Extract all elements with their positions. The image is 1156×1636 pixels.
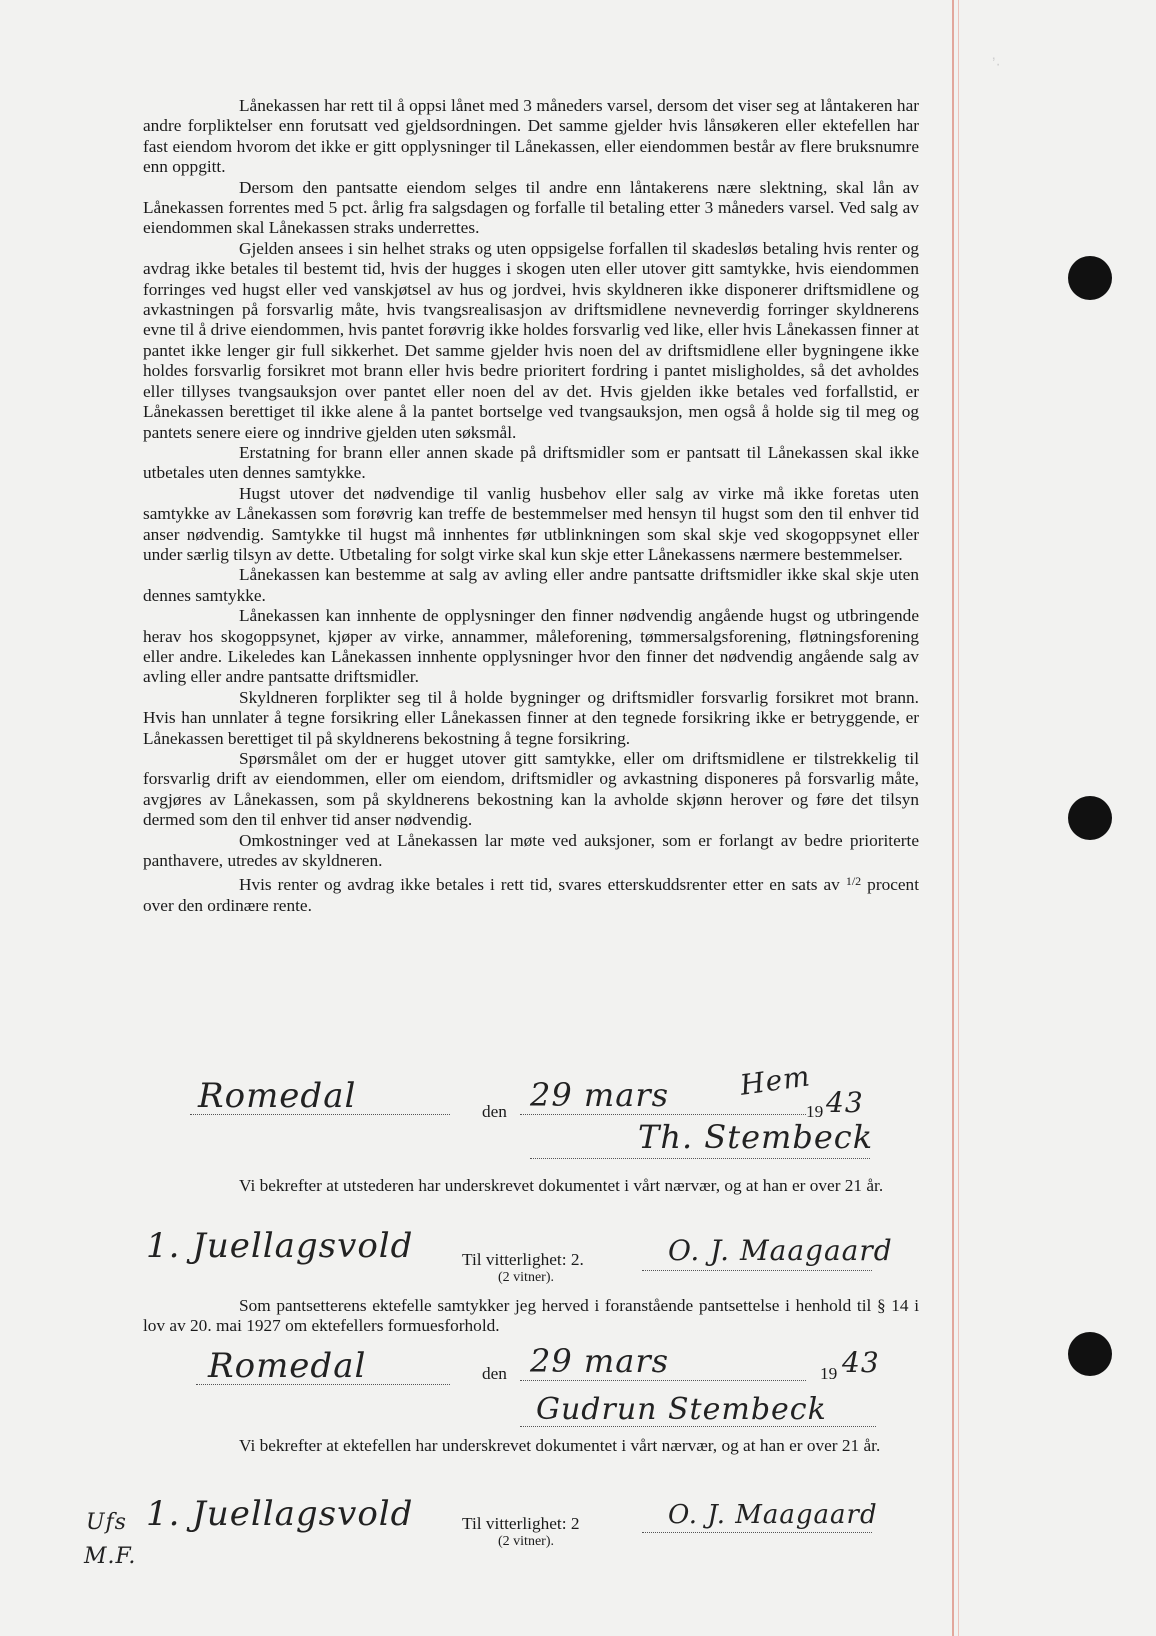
margin-rule: [952, 0, 954, 1636]
date-line: [520, 1380, 806, 1381]
paragraph: Dersom den pantsatte eiendom selges til andre enn låntakerens nære slektning, skal lån av Lånekassen forrentes med 5 pct. årlig fra salgsdagen og forfalle til betaling etter 3 måneders varsel. Ved salg av eiendommen skal Lånekassen straks underrettes.: [143, 177, 919, 238]
attest-statement-2: [143, 1436, 919, 1456]
paragraph: Erstatning for brann eller annen skade på driftsmidler som er pantsatt til Lånekassen skal ikke utbetales uten dennes samtykke.: [143, 442, 919, 483]
date-handwritten: 29 mars: [530, 1342, 670, 1380]
spouse-signature: Gudrun Stembeck: [536, 1392, 827, 1427]
year-handwritten: 43: [826, 1086, 864, 1119]
year-handwritten: 43: [842, 1346, 880, 1379]
den-label: den: [482, 1364, 507, 1383]
paragraph: Lånekassen kan innhente de opplysninger den finner nødvendig angående hugst og utbringende herav hos skogoppsynet, kjøper av virke, annammer, måleforening, tømmersalgsforening, fløtningsforening eller andre. Likeledes kan Lånekassen innhente opplysninger hvor den finner det nødvendig angående salg av avling eller andre pantsatte driftsmidler.: [143, 606, 919, 687]
den-label: den: [482, 1102, 507, 1121]
witness-2-line: [642, 1270, 872, 1271]
interest-clause: [143, 871, 919, 916]
paragraph: Skyldneren forplikter seg til å holde bygninger og driftsmidler forsvarlig forsikret mot brann. Hvis han unnlater å tegne forsikring eller Lånekassen finner at den tegnede forsikring ikke er betryggende, er Lånekassen berettiget til på skyldnerens bekostning å tegne forsikring.: [143, 687, 919, 748]
paragraph: Spørsmålet om der er hugget utover gitt samtykke, eller om driftsmidlene er tilstrekkelig til forsvarlig drift av eiendommen, eller om eiendom, driftsmidler og avkastning disponeres på forsvarlig måte, avgjøres av Lånekassen, som på skyldnerens bekostning kan la avholde skjønn herover og føre det tilsyn dermed som den til enhver tid anser nødvendig.: [143, 749, 919, 830]
year-prefix: 19: [820, 1364, 838, 1383]
witness-2-signature: O. J. Maagaard: [668, 1234, 893, 1267]
fraction: 1/2: [845, 874, 862, 889]
margin-rule-inner: [958, 0, 959, 1636]
punch-hole-middle: [1068, 796, 1112, 840]
margin-note: M.F.: [84, 1544, 137, 1569]
witness-count: (2 vitner).: [498, 1270, 554, 1285]
spouse-consent: [143, 1296, 919, 1337]
year-prefix: 19: [806, 1102, 824, 1121]
witness-2-signature: O. J. Maagaard: [668, 1500, 878, 1530]
attest-text: Vi bekrefter at utstederen har underskrevet dokumentet i vårt nærvær, og at han er over 21 år.: [239, 1176, 884, 1195]
date-line: [520, 1114, 806, 1115]
punch-hole-bottom: [1068, 1332, 1112, 1376]
margin-note: Ufs: [86, 1510, 127, 1535]
loan-terms-text: [143, 96, 919, 916]
attest-statement-1: [143, 1176, 919, 1196]
corner-mark: ʼ·: [992, 56, 1001, 73]
attest-text: Vi bekrefter at ektefellen har underskrevet dokumentet i vårt nærvær, og at han er over 21 år.: [239, 1436, 881, 1455]
paragraph: Lånekassen kan bestemme at salg av avling eller andre pantsatte driftsmidler ikke skal skje uten dennes samtykke.: [143, 565, 919, 605]
signature-line: [520, 1426, 876, 1427]
punch-hole-top: [1068, 256, 1112, 300]
interest-text: Hvis renter og avdrag ikke betales i rett tid, svares etterskuddsrenter etter en sats av: [239, 875, 846, 895]
place-handwritten: Romedal: [208, 1346, 367, 1386]
place-line: [196, 1384, 450, 1385]
witness-count: (2 vitner).: [498, 1534, 554, 1549]
consent-text: Som pantsetterens ektefelle samtykker jeg herved i foranstående pantsettelse i henhold til § 14 i lov av 20. mai 1927 om ektefellers formuesforhold.: [143, 1296, 919, 1336]
place-line: [190, 1114, 450, 1115]
witness-1-signature: 1. Juellagsvold: [146, 1494, 414, 1534]
paragraph: Lånekassen har rett til å oppsi lånet med 3 måneders varsel, dersom det viser seg at låntakeren har andre forpliktelser enn forutsatt ved gjeldsordningen. Det samme gjelder hvis lånsøkeren eller ektefellen har fast eiendom hvorom det ikke er gitt opplysninger til Lånekassen, eller eiendommen består av flere bruksnumre enn oppgitt.: [143, 96, 919, 177]
place-handwritten: Romedal: [198, 1076, 357, 1116]
witness-2-line: [642, 1532, 872, 1533]
date-handwritten: 29 mars: [530, 1076, 670, 1114]
paragraph: Gjelden ansees i sin helhet straks og uten oppsigelse forfallen til skadesløs betaling hvis renter og avdrag ikke betales til bestemt tid, hvis der hugges i skogen uten eller utover gitt samtykke, hvis eiendommen forringes ved hugst eller ved vanskjøtsel av hus og jordvei, hvis skyldneren ikke disponerer driftsmidlene og avkastningen på forsvarlig måte, hvis tvangsrealisasjon av driftsmidlene nevneverdig forringer skyldnerens evne til å drive eiendommen, hvis pantet forøvrig ikke holdes forsvarlig ved like, eller hvis Lånekassen finner at pantet ikke lenger gir full sikkerhet. Det samme gjelder hvis noen del av driftsmidlene eller bygningene ikke holdes forsvarlig forsikret mot brann eller hvis bedre prioritert fordring i pantet misligholdes, så det avholdes eller tillyses tvangsauksjon over pantet eller noen del av det. Hvis gjelden ikke betales ved forfallstid, er Lånekassen berettiget til ikke alene å la pantet bortselge ved tvangsauksjon, men også å holde sig til meg og pantets senere eiere og inndrive gjelden uten søksmål.: [143, 238, 919, 442]
signature-line: [530, 1158, 870, 1159]
witness-label: Til vitterlighet: 2: [462, 1514, 580, 1533]
initials-handwritten: Hem: [738, 1059, 813, 1102]
paragraph: Omkostninger ved at Lånekassen lar møte ved auksjoner, som er forlangt av bedre prioriterte panthavere, utredes av skyldneren.: [143, 830, 919, 871]
witness-label: Til vitterlighet: 2.: [462, 1250, 584, 1269]
witness-1-signature: 1. Juellagsvold: [146, 1226, 414, 1266]
interest-text-end: procent over den ordinære rente.: [143, 875, 919, 915]
paragraph: Hugst utover det nødvendige til vanlig husbehov eller salg av virke må ikke foretas uten samtykke av Lånekassen som forøvrig kan treffe de bestemmelser med hensyn til hugst som den til enhver tid anser nødvendig. Samtykke til hugst må innhentes før utblinkningen som skal skje ved skogoppsynet eller under særlig tilsyn av dette. Utbetaling for solgt virke skal kun skje etter Lånekassens nærmere bestemmelser.: [143, 483, 919, 564]
signature-handwritten: Th. Stembeck: [638, 1118, 874, 1156]
